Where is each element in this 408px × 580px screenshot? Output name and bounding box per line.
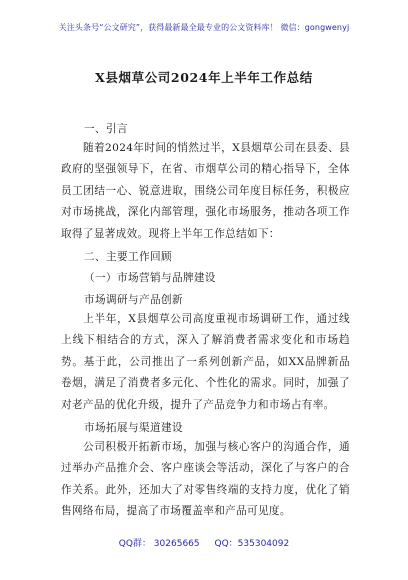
footer-qq-group: QQ群： 30265665 (118, 539, 200, 549)
paragraph-research-text: 上半年，X县烟草公司高度重视市场调研工作，通过线上线下相结合的方式，深入了解消费者需求变化和市场趋势。基于此，公司推出了一系列创新产品，如XX品牌新品卷烟，满足了消费者多元化、个性化的需求。同时，加强了对老产品的优化升级，提升了产品竞争力和市场占有率。 (61, 313, 350, 411)
document-title: X县烟草公司2024年上半年工作总结 (95, 70, 313, 85)
subsection-heading-channels: 市场拓展与渠道建设 (84, 422, 183, 434)
top-banner (0, 22, 408, 33)
footer-qq: QQ：535304092 (214, 539, 290, 549)
section-heading-review: 二、主要工作回顾 (84, 251, 172, 263)
paragraph-intro (61, 138, 350, 245)
paragraph-intro-text: 随着2024年时间的悄然过半，X县烟草公司在县委、县政府的坚强领导下，在省、市烟草公司的精心指导下，全体员工团结一心、锐意进取，围绕公司年度目标任务，积极应对市场挑战，深化内部管理，强化市场服务，推动各项工作取得了显著成效。现将上半年工作总结如下： (61, 142, 350, 240)
subsection-heading-marketing: （一）市场营销与品牌建设 (84, 272, 216, 284)
paragraph-research (61, 309, 350, 416)
footer (0, 536, 408, 549)
banner-text: 关注头条号“公文研究”，获得最新最全最专业的公文资料库！ 微信：gongwenyj (58, 23, 350, 32)
paragraph-channels (61, 437, 350, 523)
section-heading-intro: 一、引言 (84, 123, 128, 135)
subsection-heading-research: 市场调研与产品创新 (84, 294, 183, 306)
paragraph-channels-text: 公司积极开拓新市场，加强与核心客户的沟通合作，通过举办产品推介会、客户座谈会等活动，深化了与客户的合作关系。此外，还加大了对零售终端的支持力度，优化了销售网络布局，提高了市场覆盖率和产品可见度。 (61, 441, 350, 518)
